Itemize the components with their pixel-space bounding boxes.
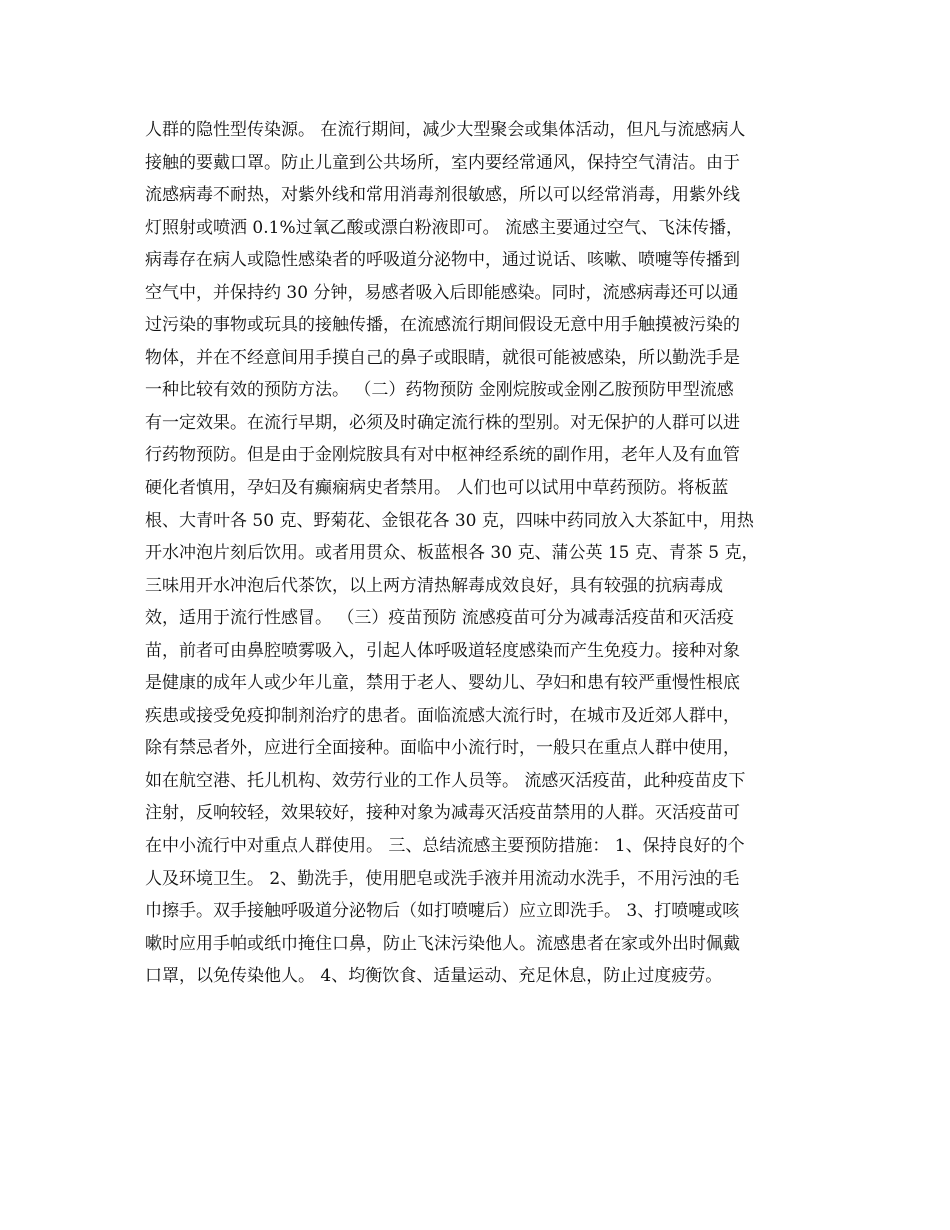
text-line: 根、大青叶各 50 克、野菊花、金银花各 30 克，四味中药同放入大茶缸中，用热 bbox=[145, 510, 754, 531]
text-line: 有一定效果。在流行早期，必须及时确定流行株的型别。对无保护的人群可以进 bbox=[145, 412, 740, 433]
text-line: 人及环境卫生。 2、勤洗手，使用肥皂或洗手液并用流动水洗手，不用污浊的毛 bbox=[145, 868, 740, 889]
text-line: 口罩，以免传染他人。 4、均衡饮食、适量运动、充足休息，防止过度疲劳。 bbox=[145, 966, 723, 987]
text-line: 效，适用于流行性感冒。 （三）疫苗预防 流感疫苗可分为减毒活疫苗和灭活疫 bbox=[145, 608, 734, 629]
body-text bbox=[145, 114, 825, 993]
text-line: 在中小流行中对重点人群使用。 三、总结流感主要预防措施： 1、保持良好的个 bbox=[145, 836, 745, 857]
text-line: 流感病毒不耐热，对紫外线和常用消毒剂很敏感，所以可以经常消毒，用紫外线 bbox=[145, 185, 740, 206]
text-line: 是健康的成年人或少年儿童，禁用于老人、婴幼儿、孕妇和患有较严重慢性根底 bbox=[145, 673, 740, 694]
text-line: 除有禁忌者外，应进行全面接种。面临中小流行时，一般只在重点人群中使用， bbox=[145, 738, 740, 759]
text-line: 行药物预防。但是由于金刚烷胺具有对中枢神经系统的副作用，老年人及有血管 bbox=[145, 445, 740, 466]
text-line: 灯照射或喷洒 0.1%过氧乙酸或漂白粉液即可。 流感主要通过空气、飞沫传播， bbox=[145, 217, 743, 238]
text-line: 嗽时应用手帕或纸巾掩住口鼻，防止飞沫污染他人。流感患者在家或外出时佩戴 bbox=[145, 933, 740, 954]
text-line: 疾患或接受免疫抑制剂治疗的患者。面临流感大流行时，在城市及近郊人群中， bbox=[145, 705, 740, 726]
text-line: 过污染的事物或玩具的接触传播，在流感流行期间假设无意中用手触摸被污染的 bbox=[145, 315, 740, 336]
text-line: 如在航空港、托儿机构、效劳行业的工作人员等。 流感灭活疫苗，此种疫苗皮下 bbox=[145, 770, 746, 791]
text-line: 物体，并在不经意间用手摸自己的鼻子或眼睛，就很可能被感染，所以勤洗手是 bbox=[145, 347, 740, 368]
text-line: 巾擦手。双手接触呼吸道分泌物后（如打喷嚏后）应立即洗手。 3、打喷嚏或咳 bbox=[145, 901, 740, 922]
text-line: 三味用开水冲泡后代茶饮，以上两方清热解毒成效良好，具有较强的抗病毒成 bbox=[145, 575, 723, 596]
text-line: 接触的要戴口罩。防止儿童到公共场所，室内要经常通风，保持空气清洁。由于 bbox=[145, 152, 740, 173]
text-line: 一种比较有效的预防方法。 （二）药物预防 金刚烷胺或金刚乙胺预防甲型流感 bbox=[145, 380, 734, 401]
text-line: 苗，前者可由鼻腔喷雾吸入，引起人体呼吸道轻度感染而产生免疫力。接种对象 bbox=[145, 640, 740, 661]
text-line: 病毒存在病人或隐性感染者的呼吸道分泌物中，通过说话、咳嗽、喷嚏等传播到 bbox=[145, 250, 740, 271]
text-line: 硬化者慎用，孕妇及有癫痫病史者禁用。 人们也可以试用中草药预防。将板蓝 bbox=[145, 478, 729, 499]
text-line: 空气中，并保持约 30 分钟，易感者吸入后即能感染。同时，流感病毒还可以通 bbox=[145, 282, 739, 303]
text-line: 开水冲泡片刻后饮用。或者用贯众、板蓝根各 30 克、蒲公英 15 克、青茶 5 克， bbox=[145, 543, 759, 564]
text-line: 注射，反响较轻，效果较好，接种对象为减毒灭活疫苗禁用的人群。灭活疫苗可 bbox=[145, 803, 740, 824]
text-line: 人群的隐性型传染源。 在流行期间，减少大型聚会或集体活动，但凡与流感病人 bbox=[145, 120, 746, 140]
